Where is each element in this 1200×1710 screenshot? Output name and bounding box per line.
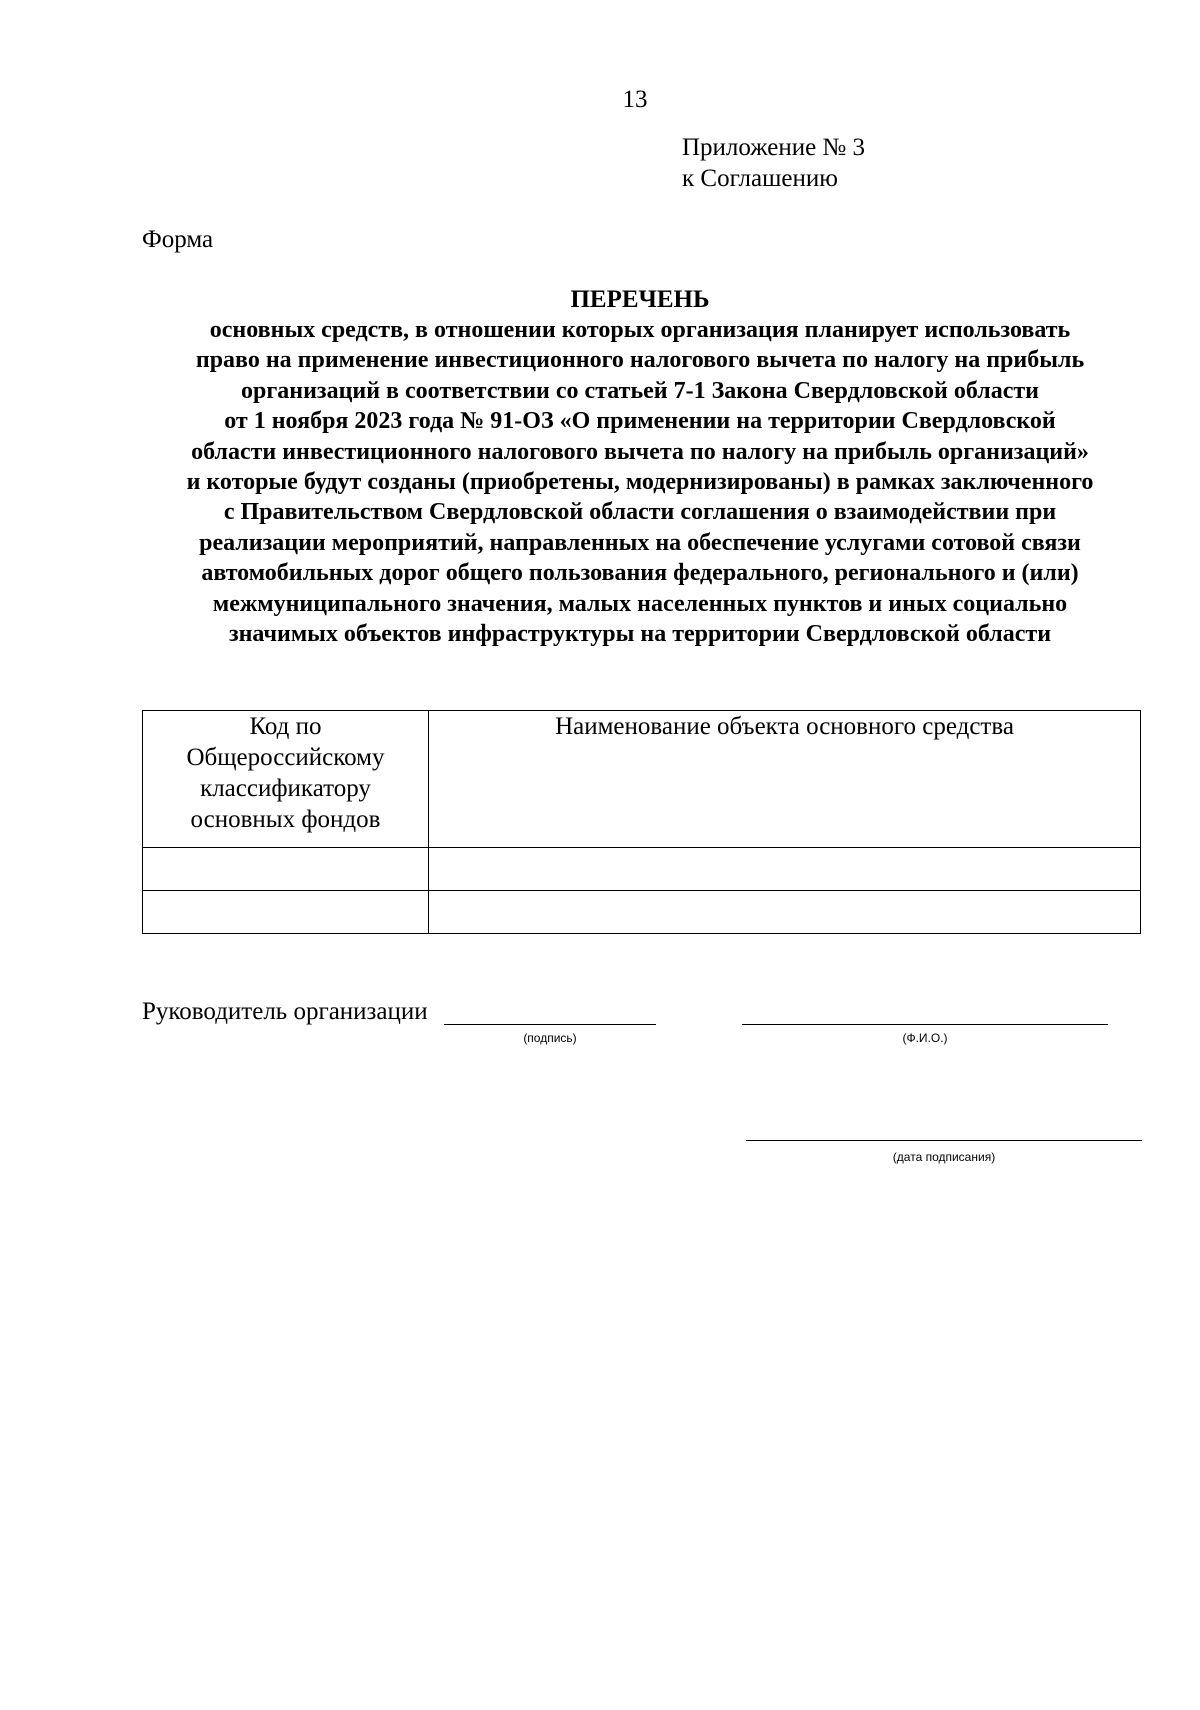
appendix-reference [682,132,865,194]
header-code-okof [143,711,429,848]
appendix-line-2: к Соглашению [682,165,838,192]
appendix-line-1: Приложение № 3 [682,134,866,161]
header-code-line: основных фондов [190,806,381,833]
title-line: и которые будут созданы (приобретены, модернизированы) в рамках заключенного [186,469,1094,496]
header-code-line: классификатору [200,775,371,802]
title-line: межмуниципального значения, малых населенных пунктов и иных социально [212,590,1068,617]
table-cell-code[interactable] [143,848,429,891]
full-name-line[interactable] [742,1024,1108,1025]
signing-date-line[interactable] [746,1140,1142,1141]
fixed-assets-table [142,710,1141,934]
table-cell-name[interactable] [429,848,1141,891]
table-row [143,848,1141,891]
page-number: 13 [622,86,648,113]
title-heading: ПЕРЕЧЕНЬ [570,286,710,313]
form-label: Форма [142,226,214,253]
table-row [143,891,1141,934]
title-line: значимых объектов инфраструктуры на территории Свердловской области [228,621,1052,648]
header-code-line: Общероссийскому [186,744,385,771]
title-line: основных средств, в отношении которых организация планирует использовать [209,317,1071,343]
title-line: автомобильных дорог общего пользования федерального, регионального и (или) [201,560,1079,587]
head-of-organization-label: Руководитель организации [142,998,428,1025]
table-header-row [143,711,1141,848]
title-line: с Правительством Свердловской области соглашения о взаимодействии при [223,499,1057,526]
table-cell-name[interactable] [429,891,1141,934]
title-line: организаций в соответствии со статьей 7-1 Закона Свердловской области [241,377,1039,404]
document-title [110,285,1170,649]
title-line: от 1 ноября 2023 года № 91-ОЗ «О применении на территории Свердловской [224,408,1056,435]
title-line: области инвестиционного налогового вычета по налогу на прибыль организаций» [191,438,1089,465]
signature-line[interactable] [444,1024,656,1025]
full-name-caption: (Ф.И.О.) [902,1031,948,1045]
title-line: реализации мероприятий, направленных на обеспечение услугами сотовой связи [199,529,1081,556]
header-code-line: Код по [249,713,322,740]
signature-caption: (подпись) [523,1031,577,1045]
header-asset-name: Наименование объекта основного средства [429,711,1141,848]
signing-date-caption: (дата подписания) [892,1150,996,1164]
table-cell-code[interactable] [143,891,429,934]
title-line: право на применение инвестиционного налогового вычета по налогу на прибыль [195,347,1085,374]
